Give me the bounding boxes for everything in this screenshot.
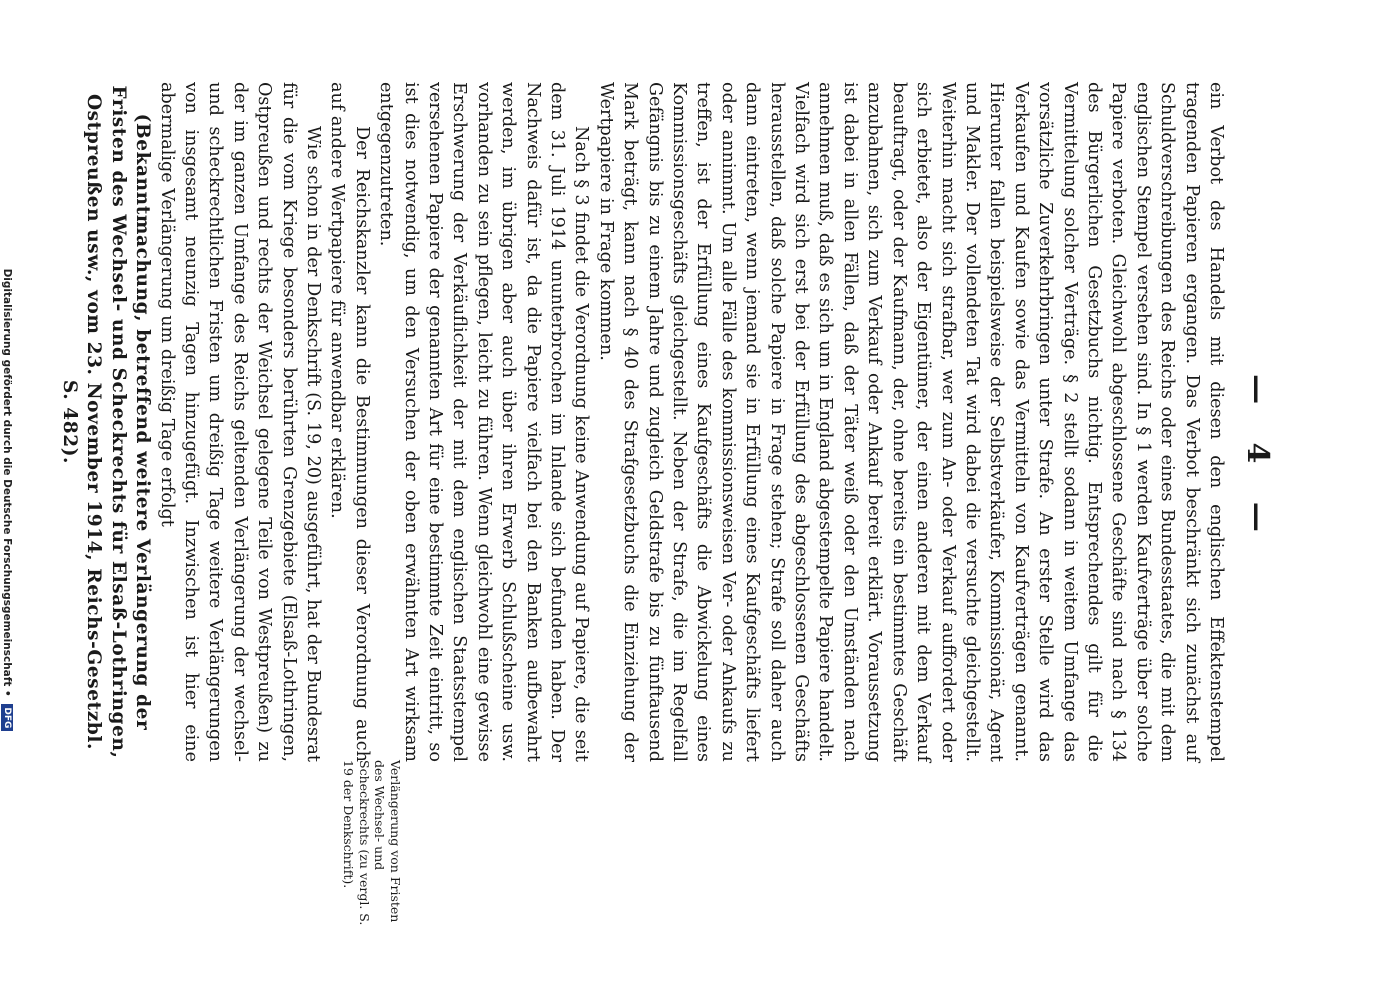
- margin-note: Verlängerung von Fristen des Wechsel- und Scheckrechts (zu vergl. S. 19 der Denkschrift).: [341, 760, 403, 926]
- paragraph-2: Nach § 3 findet die Verordnung keine Anwendung auf Papiere, die seit dem 31. Juli 1914 ununterbrochen im Inlande sich befunden haben. Der Nachweis dafür ist, da die Papiere vielfach bei den Banken aufbewahrt werden, im übrigen aber auch über ihren Erwerb Schlußscheine usw. vorhanden zu sein pflegen, leicht zu führen. Wenn gleichwohl eine gewisse Erschwerung der Verkäuflichkeit der mit dem englischen Staatsstempel versehenen Papiere der genannten Art für eine bestimmte Zeit eintritt, so ist dies notwendig, um den Versuchen der oben erwähnten Art wirksam entgegenzutreten.: [376, 82, 592, 762]
- footer-text: Digitalisierung gefördert durch die Deutsche Forschungsgemeinschaft •: [1, 268, 13, 697]
- main-text-column: [57, 82, 1229, 762]
- paragraph-3: Der Reichskanzler kann die Bestimmungen dieser Verordnung auch auf andere Wertpapiere für anwendbar erklären.: [327, 82, 372, 762]
- announcement-reference: (Bekanntmachung, betreffend weitere Verlängerung der Fristen des Wechsel- und Scheckrechts für Elsaß-Lothringen, Ostpreußen usw., vom 23. November 1914, Reichs-Gesetzbl. S. 482).: [58, 85, 154, 759]
- dfg-logo: DFG: [1, 704, 13, 731]
- page-number: — 4 —: [1240, 374, 1275, 546]
- digitization-footer: [1, 0, 13, 1000]
- paragraph-1: ein Verbot des Handels mit diesen den englischen Effektenstempel tragenden Papieren ergangen. Das Verbot beschränkt sich zunächst auf Schuldverschreibungen des Reichs oder eines Bundesstaates, die mit dem englischen Stempel versehen sind. In § 1 werden Kaufverträge über solche Papiere verboten. Gleichwohl abgeschlossene Geschäfte sind nach § 134 des Bürgerlichen Gesetzbuchs nichtig. Entsprechendes gilt für die Vermittelung solcher Verträge. § 2 stellt sodann in weitem Umfange das vorsätzliche Zuverkehrbringen unter Strafe. An erster Stelle wird das Verkaufen und Kaufen sowie das Vermitteln von Kaufverträgen genannt. Hierunter fallen beispielsweise der Selbstverkäufer, Kommissionär, Agent und Makler. Der vollendeten Tat wird dabei die versuchte gleichgestellt. Weiterhin macht sich strafbar, wer zum An- oder Verkauf auffordert oder sich erbietet, also der Eigentümer, der einen anderen mit dem Verkauf beauftragt, oder der Kaufmann, der, ohne bereits ein bestimmtes Geschäft anzubahnen, sich zum Verkauf oder Ankauf bereit erklärt. Voraussetzung ist dabei in allen Fällen, daß der Täter weiß oder den Umständen nach annehmen muß, daß es sich um in England abgestempelte Papiere handelt. Vielfach wird sich erst bei der Erfüllung des abgeschlossenen Geschäfts herausstellen, daß solche Papiere in Frage stehen; Strafe soll daher auch dann eintreten, wenn jemand sie in Erfüllung eines Kaufgeschäfts liefert oder annimmt. Um alle Fälle des kommissionsweisen Ver- oder Ankaufs zu treffen, ist der Erfüllung eines Kaufgeschäfts die Abwickelung eines Kommissionsgeschäfts gleichgestellt. Neben der Strafe, die im Regelfall Gefängnis bis zu einem Jahre und zugleich Geldstrafe bis zu fünftausend Mark beträgt, kann nach § 40 des Strafgesetzbuchs die Einziehung der Wertpapiere in Frage kommen.: [595, 82, 1226, 762]
- paragraph-4: Wie schon in der Denkschrift (S. 19, 20) ausgeführt, hat der Bundesrat für die vom Kriege besonders berührten Grenzgebiete (Elsaß-Lothringen, Ostpreußen und rechts der Weichsel gelegene Teile von Westpreußen) zu der im ganzen Umfange des Reichs geltenden Verlängerung der wechsel- und scheckrechtlichen Fristen um dreißig Tage weitere Verlängerungen von insgesamt neunzig Tagen hinzugefügt. Inzwischen ist hier eine abermalige Verlängerung um dreißig Tage erfolgt: [156, 82, 323, 762]
